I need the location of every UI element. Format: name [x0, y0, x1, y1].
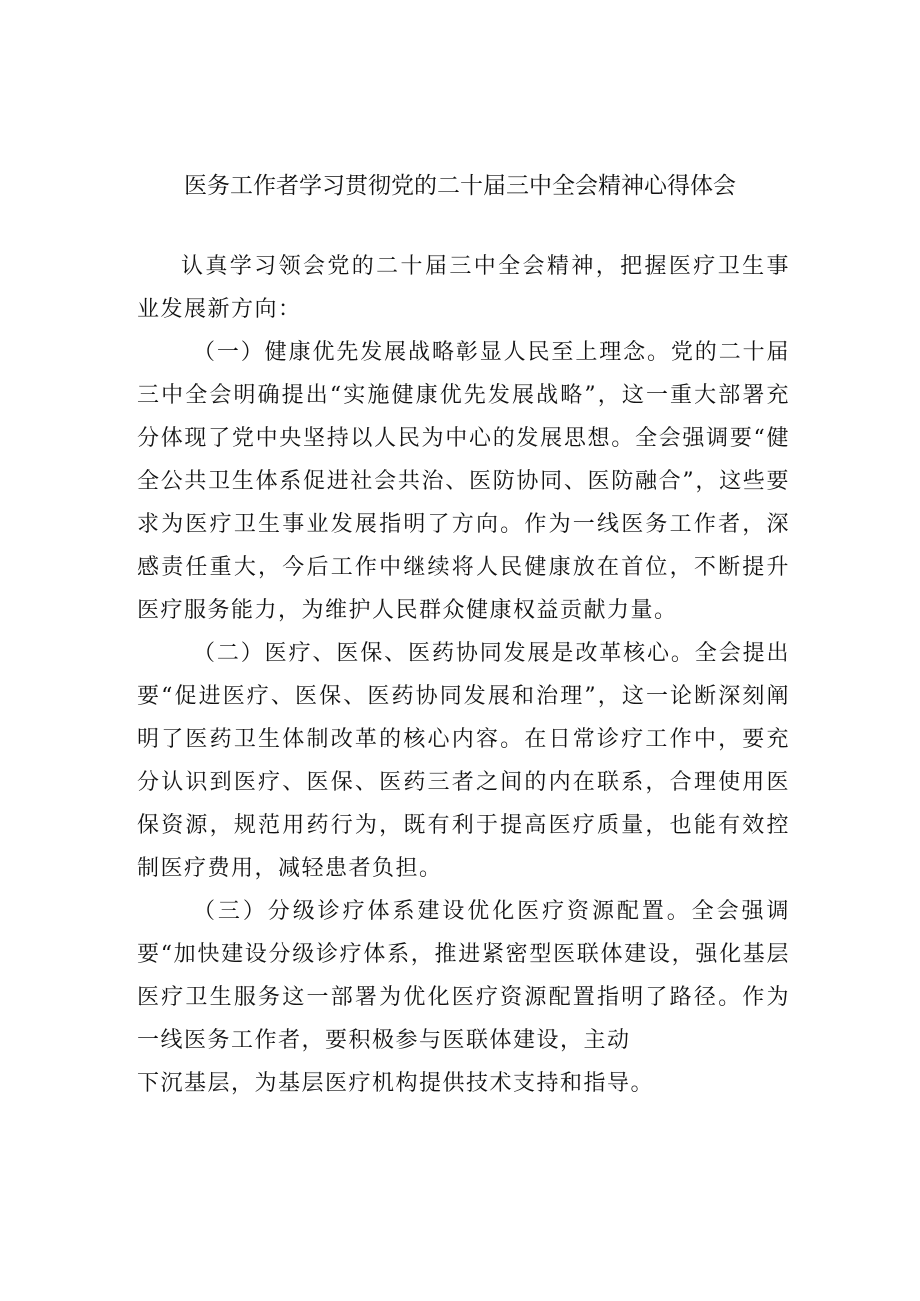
section-2-paragraph: （二）医疗、医保、医药协同发展是改革核心。全会提出要“促进医疗、医保、医药协同发展和治理”，这一论断深刻阐明了医药卫生体制改革的核心内容。在日常诊疗工作中，要充分认识到医疗、医保、医药三者之间的内在联系，合理使用医保资源，规范用药行为，既有利于提高医疗质量，也能有效控制医疗费用，减轻患者负担。 — [137, 641, 790, 881]
section-3-text-part-2: 下沉基层，为基层医疗机构提供技术支持和指导。 — [137, 1071, 655, 1096]
section-3-paragraph — [137, 890, 790, 1062]
document-title: 医务工作者学习贯彻党的二十届三中全会精神心得体会 — [184, 173, 736, 199]
intro-paragraph: 认真学习领会党的二十届三中全会精神，把握医疗卫生事业发展新方向： — [137, 254, 790, 322]
section-3-text-part-1: （三）分级诊疗体系建设优化医疗资源配置。全会强调要“加快建设分级诊疗体系，推进紧密型医联体建设，强化基层医疗卫生服务这一部署为优化医疗资源配置指明了路径。作为一线医务工作者，要积极参与医联体建设，主动 — [137, 899, 790, 1053]
document-body — [137, 245, 790, 1105]
section-1-paragraph: （一）健康优先发展战略彰显人民至上理念。党的二十届三中全会明确提出“实施健康优先发展战略”，这一重大部署充分体现了党中央坚持以人民为中心的发展思想。全会强调要“健全公共卫生体系促进社会共治、医防协同、医防融合”，这些要求为医疗卫生事业发展指明了方向。作为一线医务工作者，深感责任重大，今后工作中继续将人民健康放在首位，不断提升医疗服务能力，为维护人民群众健康权益贡献力量。 — [137, 340, 790, 623]
